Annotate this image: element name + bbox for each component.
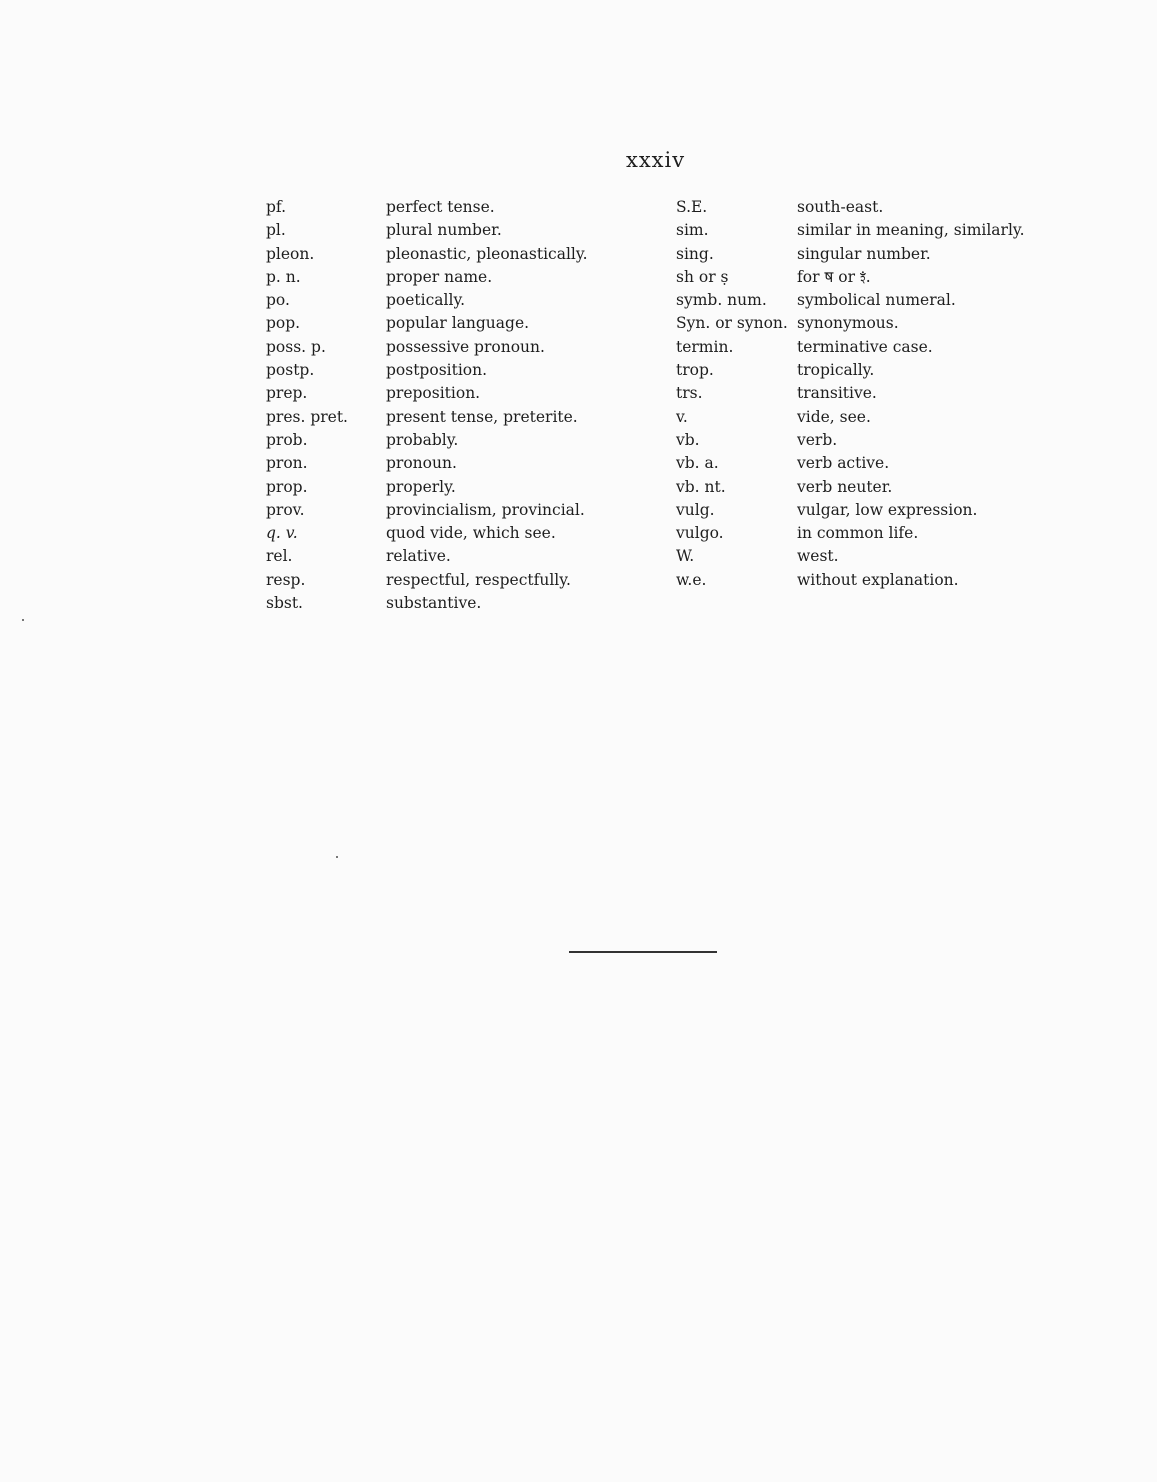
abbreviation-meaning: probably. [386, 430, 459, 449]
abbreviation-entry [676, 569, 1025, 592]
abbreviation-term: termin. [676, 337, 734, 356]
abbreviation-term: po. [266, 291, 290, 310]
abbreviation-entry [676, 359, 1025, 382]
abbreviation-term: pf. [266, 198, 287, 216]
abbreviation-entry [676, 219, 1025, 242]
abbreviation-entry [266, 359, 588, 382]
abbreviation-meaning: verb active. [797, 454, 890, 473]
abbreviation-meaning: proper name. [386, 267, 493, 286]
abbreviation-entry [676, 266, 1025, 289]
page-speck [22, 619, 24, 621]
abbreviation-meaning: transitive. [797, 384, 877, 403]
abbreviation-meaning: terminative case. [797, 337, 933, 356]
abbreviation-entry [266, 336, 588, 359]
abbreviation-term: prov. [266, 500, 305, 519]
abbreviation-meaning: in common life. [797, 524, 919, 543]
abbreviation-entry [676, 452, 1025, 475]
abbreviation-entry [676, 522, 1025, 545]
abbreviation-meaning: pleonastic, pleonastically. [386, 244, 588, 263]
abbreviation-term: vulg. [676, 500, 715, 519]
abbreviation-term: sim. [676, 221, 709, 240]
abbreviation-list-left [266, 196, 588, 615]
abbreviation-term: v. [676, 407, 688, 426]
page-number: xxxiv [626, 148, 686, 172]
abbreviation-entry [676, 289, 1025, 312]
abbreviation-entry [676, 545, 1025, 568]
abbreviation-meaning: similar in meaning, similarly. [797, 221, 1025, 240]
abbreviation-meaning: symbolical numeral. [797, 291, 956, 310]
abbreviation-term: sing. [676, 244, 714, 263]
abbreviation-meaning: popular language. [386, 314, 530, 333]
abbreviation-entry [676, 243, 1025, 266]
abbreviation-term: sbst. [266, 594, 303, 613]
abbreviation-meaning: south-east. [797, 198, 884, 216]
abbreviation-entry [266, 219, 588, 242]
abbreviation-term: w.e. [676, 570, 707, 589]
abbreviation-entry [266, 196, 588, 219]
abbreviation-meaning: properly. [386, 477, 456, 496]
abbreviation-meaning: verb. [797, 430, 838, 449]
abbreviation-term: vb. nt. [676, 477, 726, 496]
abbreviation-entry [266, 522, 588, 545]
end-rule [569, 951, 717, 953]
abbreviation-term: vb. [676, 430, 700, 449]
abbreviation-meaning: provincialism, provincial. [386, 500, 585, 519]
abbreviation-meaning: present tense, preterite. [386, 407, 578, 426]
abbreviation-term: prob. [266, 430, 308, 449]
abbreviation-meaning: pronoun. [386, 454, 457, 473]
abbreviation-meaning: plural number. [386, 221, 502, 240]
abbreviation-entry [676, 382, 1025, 405]
abbreviation-meaning: verb neuter. [797, 477, 893, 496]
abbreviation-term: rel. [266, 547, 293, 566]
abbreviation-list-right [676, 196, 1025, 592]
abbreviation-meaning: substantive. [386, 594, 482, 613]
abbreviation-term: vb. a. [676, 454, 719, 473]
abbreviation-entry [266, 382, 588, 405]
abbreviation-meaning: west. [797, 547, 839, 566]
abbreviation-term: postp. [266, 361, 315, 380]
abbreviation-entry [266, 289, 588, 312]
abbreviation-meaning: for ष or ꣵ. [797, 267, 871, 286]
abbreviation-meaning: perfect tense. [386, 198, 495, 216]
abbreviation-term: pop. [266, 314, 301, 333]
abbreviation-entry [676, 336, 1025, 359]
abbreviation-meaning: quod vide, which see. [386, 524, 556, 543]
abbreviation-entry [266, 476, 588, 499]
abbreviation-term: W. [676, 547, 695, 566]
abbreviation-entry [266, 312, 588, 335]
abbreviation-entry [676, 196, 1025, 219]
abbreviation-entry [266, 592, 588, 615]
abbreviation-entry [266, 545, 588, 568]
abbreviation-term: poss. p. [266, 337, 326, 356]
abbreviation-term: pl. [266, 221, 286, 240]
abbreviation-meaning: respectful, respectfully. [386, 570, 571, 589]
abbreviation-entry [676, 429, 1025, 452]
abbreviation-entry [266, 406, 588, 429]
abbreviation-meaning: synonymous. [797, 314, 899, 333]
abbreviation-entry [266, 569, 588, 592]
abbreviation-term: vulgo. [676, 524, 724, 543]
abbreviation-meaning: postposition. [386, 361, 488, 380]
abbreviation-entry [676, 406, 1025, 429]
abbreviation-term: sh or ṣ [676, 267, 729, 286]
abbreviation-entry [266, 452, 588, 475]
abbreviation-meaning: tropically. [797, 361, 875, 380]
abbreviation-term: pleon. [266, 244, 315, 263]
abbreviation-entry [676, 476, 1025, 499]
abbreviation-term: q. v. [266, 524, 298, 543]
abbreviation-term: p. n. [266, 267, 301, 286]
abbreviation-term: prep. [266, 384, 308, 403]
abbreviation-term: trs. [676, 384, 703, 403]
abbreviation-term: pres. pret. [266, 407, 348, 426]
abbreviation-meaning: poetically. [386, 291, 466, 310]
abbreviation-term: resp. [266, 570, 306, 589]
abbreviation-entry [266, 499, 588, 522]
abbreviation-entry [266, 429, 588, 452]
abbreviation-term: Syn. or synon. [676, 314, 788, 333]
abbreviation-entry [266, 243, 588, 266]
abbreviation-meaning: without explanation. [797, 570, 959, 589]
abbreviation-entry [676, 499, 1025, 522]
abbreviation-meaning: possessive pronoun. [386, 337, 545, 356]
abbreviation-term: S.E. [676, 198, 708, 216]
abbreviation-entry [676, 312, 1025, 335]
abbreviation-term: prop. [266, 477, 308, 496]
abbreviation-meaning: preposition. [386, 384, 481, 403]
abbreviation-term: symb. num. [676, 291, 767, 310]
page-speck [336, 856, 338, 858]
abbreviation-meaning: vide, see. [797, 407, 871, 426]
abbreviation-meaning: singular number. [797, 244, 931, 263]
abbreviation-meaning: relative. [386, 547, 451, 566]
abbreviation-term: pron. [266, 454, 308, 473]
abbreviation-meaning: vulgar, low expression. [797, 500, 978, 519]
abbreviation-entry [266, 266, 588, 289]
abbreviation-term: trop. [676, 361, 714, 380]
